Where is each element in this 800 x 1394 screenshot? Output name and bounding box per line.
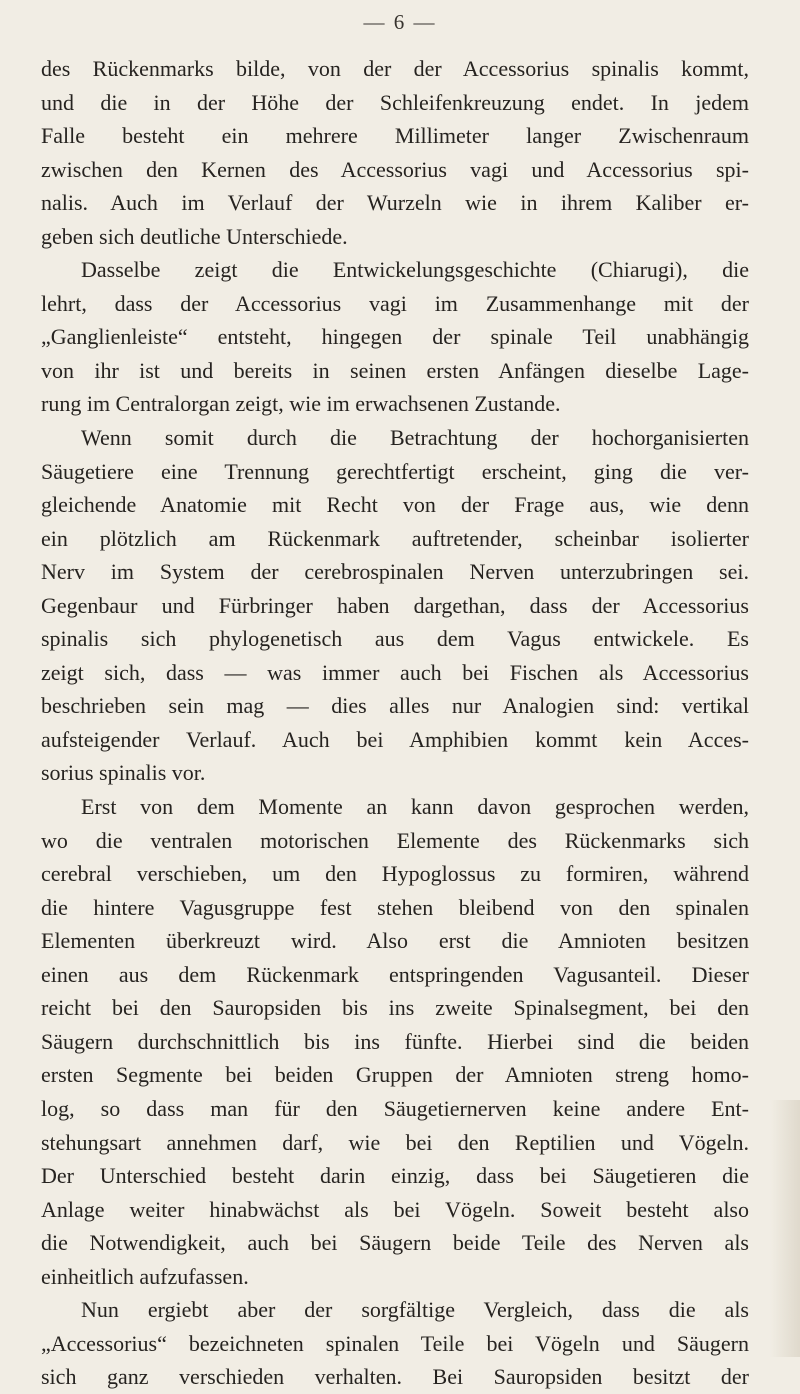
text-line: cerebral verschieben, um den Hypoglossus zu formiren, während xyxy=(41,861,749,887)
text-line: sich ganz verschieden verhalten. Bei Sauropsiden besitzt der xyxy=(41,1364,749,1390)
paragraph xyxy=(41,790,749,1293)
text-line: rung im Centralorgan zeigt, wie im erwachsenen Zustande. xyxy=(41,391,561,417)
text-line: lehrt, dass der Accessorius vagi im Zusammenhange mit der xyxy=(41,290,749,316)
paragraph xyxy=(41,1293,749,1394)
text-line: gleichende Anatomie mit Recht von der Frage aus, wie denn xyxy=(41,492,749,518)
text-line: log, so dass man für den Säugetiernerven keine andere Ent- xyxy=(41,1095,749,1121)
text-line: geben sich deutliche Unterschiede. xyxy=(41,223,348,249)
text-line: einen aus dem Rückenmark entspringenden Vagusanteil. Dieser xyxy=(41,961,749,987)
text-line: Gegenbaur und Fürbringer haben dargethan, dass der Accessorius xyxy=(41,592,749,618)
text-line: Säugern durchschnittlich bis ins fünfte. Hierbei sind die beiden xyxy=(41,1028,749,1054)
text-line: Säugetiere eine Trennung gerechtfertigt erscheint, ging die ver- xyxy=(41,458,749,484)
text-line: die Notwendigkeit, auch bei Säugern beide Teile des Nerven als xyxy=(41,1230,749,1256)
page-number: — 6 — xyxy=(363,10,437,34)
paragraph xyxy=(41,253,749,421)
text-line: zeigt sich, dass — was immer auch bei Fischen als Accessorius xyxy=(41,659,749,685)
text-line: sorius spinalis vor. xyxy=(41,760,206,786)
text-line: Nun ergiebt aber der sorgfältige Vergleich, dass die als xyxy=(81,1297,749,1323)
text-line: beschrieben sein mag — dies alles nur Analogien sind: vertikal xyxy=(41,693,749,719)
text-line: spinalis sich phylogenetisch aus dem Vagus entwickele. Es xyxy=(41,626,749,652)
text-line: stehungsart annehmen darf, wie bei den Reptilien und Vögeln. xyxy=(41,1129,749,1155)
text-line: Elementen überkreuzt wird. Also erst die Amnioten besitzen xyxy=(41,928,749,954)
text-line: Erst von dem Momente an kann davon gesprochen werden, xyxy=(81,794,749,820)
text-line: einheitlich aufzufassen. xyxy=(41,1263,249,1289)
text-line: Anlage weiter hinabwächst als bei Vögeln. Soweit besteht also xyxy=(41,1196,749,1222)
text-line: aufsteigender Verlauf. Auch bei Amphibien kommt kein Acces- xyxy=(41,726,749,752)
text-line: „Accessorius“ bezeichneten spinalen Teile bei Vögeln und Säugern xyxy=(41,1330,749,1356)
paragraph xyxy=(41,52,749,253)
text-line: des Rückenmarks bilde, von der der Accessorius spinalis kommt, xyxy=(41,56,749,81)
text-line: reicht bei den Sauropsiden bis ins zweite Spinalsegment, bei den xyxy=(41,995,749,1021)
text-line: Falle besteht ein mehrere Millimeter langer Zwischenraum xyxy=(41,123,749,149)
text-line: und die in der Höhe der Schleifenkreuzung endet. In jedem xyxy=(41,89,749,115)
text-line: „Ganglienleiste“ entsteht, hingegen der spinale Teil unabhängig xyxy=(41,324,749,350)
text-line: Wenn somit durch die Betrachtung der hochorganisierten xyxy=(81,425,749,451)
text-line: ein plötzlich am Rückenmark auftretender, scheinbar isolierter xyxy=(41,525,749,551)
page-edge-shadow xyxy=(770,1100,800,1357)
text-line: von ihr ist und bereits in seinen ersten Anfängen dieselbe Lage- xyxy=(41,357,749,383)
text-line: nalis. Auch im Verlauf der Wurzeln wie in ihrem Kaliber er- xyxy=(41,190,749,216)
text-line: die hintere Vagusgruppe fest stehen bleibend von den spinalen xyxy=(41,894,749,920)
text-line: wo die ventralen motorischen Elemente des Rückenmarks sich xyxy=(41,827,749,853)
text-line: Der Unterschied besteht darin einzig, dass bei Säugetieren die xyxy=(41,1163,749,1189)
text-line: Dasselbe zeigt die Entwickelungsgeschichte (Chiarugi), die xyxy=(81,257,749,283)
text-line: ersten Segmente bei beiden Gruppen der Amnioten streng homo- xyxy=(41,1062,749,1088)
text-line: zwischen den Kernen des Accessorius vagi und Accessorius spi- xyxy=(41,156,749,182)
text-line: Nerv im System der cerebrospinalen Nerven unterzubringen sei. xyxy=(41,559,749,585)
paragraph xyxy=(41,421,749,790)
body-text xyxy=(41,52,749,1394)
